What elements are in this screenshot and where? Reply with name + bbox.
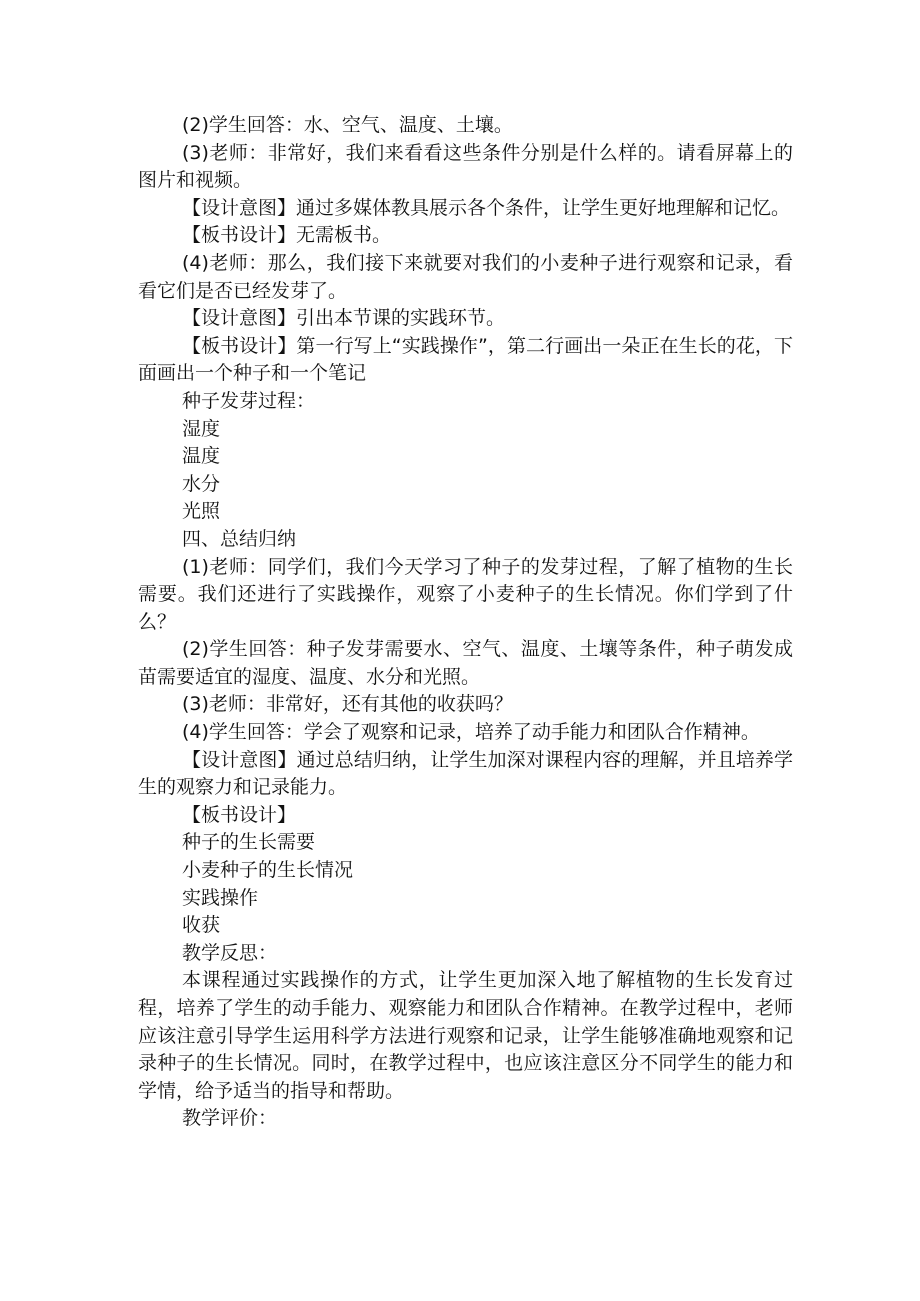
list-item-wheat-growth: 小麦种子的生长情况 xyxy=(182,859,354,882)
paragraph-teacher-3: (3)老师：非常好，我们来看看这些条件分别是什么样的。请看屏幕上的图片和视频。 xyxy=(138,141,793,192)
document-body xyxy=(138,112,793,1133)
paragraph-summary-student-4: (4)学生回答：学会了观察和记录，培养了动手能力和团队合作精神。 xyxy=(182,721,760,744)
paragraph-summary-teacher-3: (3)老师：非常好，还有其他的收获吗？ xyxy=(182,693,513,716)
paragraph-board-design-2: 【板书设计】第一行写上“实践操作”，第二行画出一朵正在生长的花，下面画出一个种子和一个笔记 xyxy=(138,334,793,385)
list-item-practice: 实践操作 xyxy=(182,886,259,909)
heading-teaching-reflection: 教学反思： xyxy=(182,941,278,964)
paragraph-design-intent-3: 【设计意图】通过总结归纳，让学生加深对课程内容的理解，并且培养学生的观察力和记录能力。 xyxy=(138,748,793,799)
heading-teaching-evaluation: 教学评价： xyxy=(182,1107,278,1130)
section-heading-summary: 四、总结归纳 xyxy=(182,527,297,550)
paragraph-board-design-3: 【板书设计】 xyxy=(182,803,297,826)
list-item-humidity: 湿度 xyxy=(182,417,221,440)
paragraph-summary-student-2: (2)学生回答：种子发芽需要水、空气、温度、土壤等条件，种子萌发成苗需要适宜的湿度、温度、水分和光照。 xyxy=(138,638,793,688)
paragraph-teaching-reflection: 本课程通过实践操作的方式，让学生更加深入地了解植物的生长发育过程，培养了学生的动手能力、观察能力和团队合作精神。在教学过程中，老师应该注意引导学生运用科学方法进行观察和记录，让学生能够准确地观察和记录种子的生长情况。同时，在教学过程中，也应该注意区分不同学生的能力和学情，给予适当的指导和帮助。 xyxy=(138,969,793,1102)
paragraph-germination-process: 种子发芽过程： xyxy=(182,389,316,412)
paragraph-teacher-4: (4)老师：那么，我们接下来就要对我们的小麦种子进行观察和记录，看看它们是否已经发芽了。 xyxy=(138,251,793,302)
paragraph-summary-teacher-1: (1)老师：同学们，我们今天学习了种子的发芽过程，了解了植物的生长需要。我们还进行了实践操作，观察了小麦种子的生长情况。你们学到了什么？ xyxy=(138,555,793,633)
list-item-light: 光照 xyxy=(182,500,221,523)
paragraph-design-intent-2: 【设计意图】引出本节课的实践环节。 xyxy=(182,307,506,330)
list-item-moisture: 水分 xyxy=(182,472,221,495)
list-item-growth-needs: 种子的生长需要 xyxy=(182,831,316,854)
paragraph-board-design-1: 【板书设计】无需板书。 xyxy=(182,224,392,247)
paragraph-student-answer-2: (2)学生回答：水、空气、温度、土壤。 xyxy=(182,114,513,136)
list-item-harvest: 收获 xyxy=(182,914,221,937)
paragraph-design-intent-1: 【设计意图】通过多媒体教具展示各个条件，让学生更好地理解和记忆。 xyxy=(182,196,791,219)
list-item-temperature: 温度 xyxy=(182,445,221,468)
